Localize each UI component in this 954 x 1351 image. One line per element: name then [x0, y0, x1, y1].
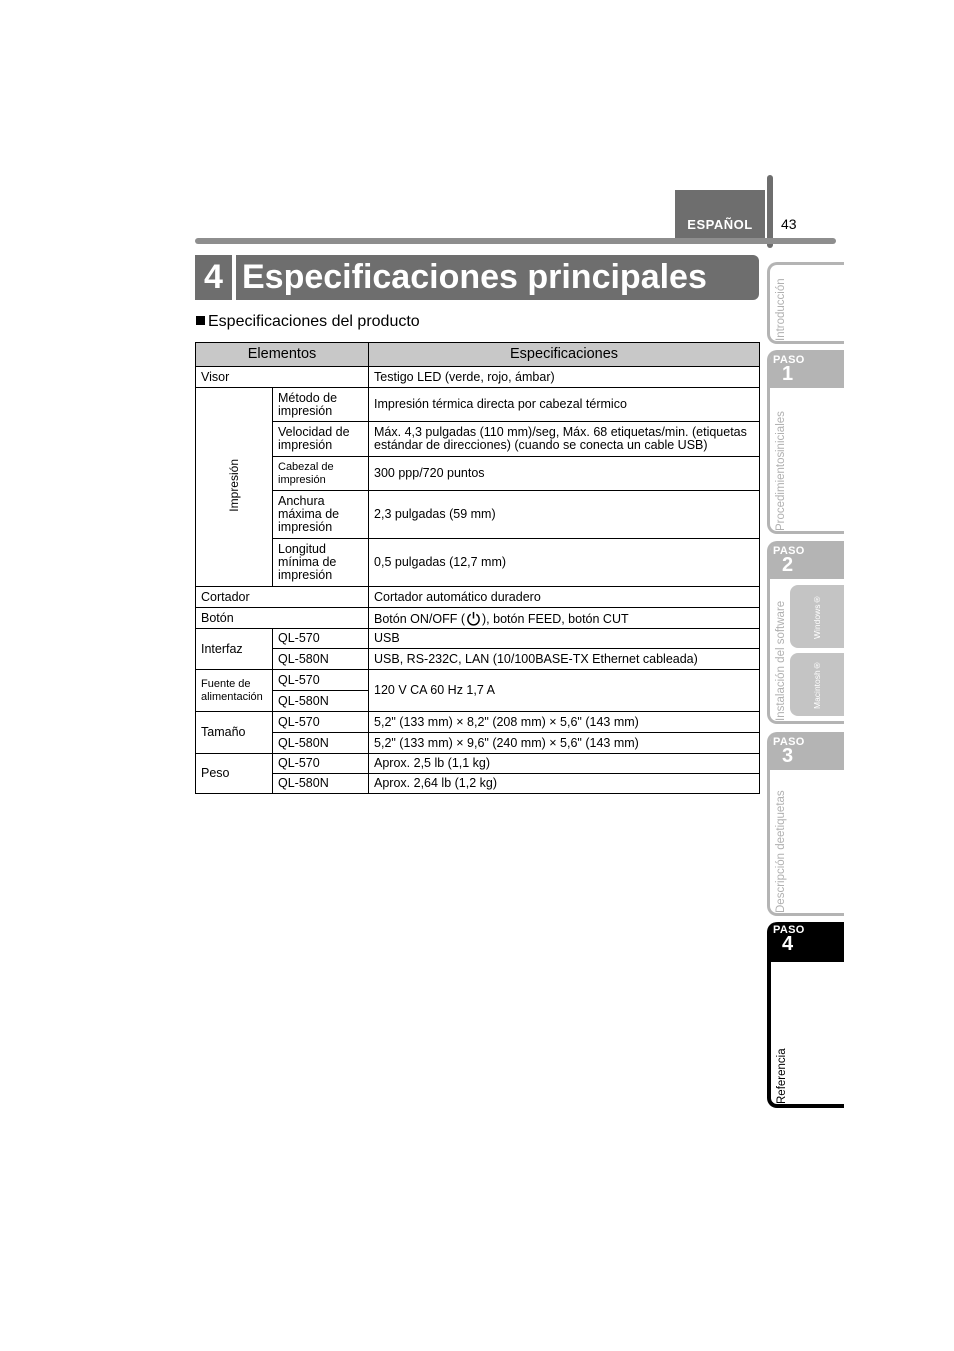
- table-row: [196, 629, 760, 649]
- paso-4-badge: [770, 922, 844, 962]
- paso-3-badge: [770, 734, 844, 770]
- boton-value-prefix: Botón ON/OFF (: [374, 611, 466, 626]
- sub-label: Cabezal de impresión: [273, 457, 369, 491]
- page-number: 43: [781, 216, 797, 232]
- table-row: [196, 712, 760, 733]
- language-tab: [675, 190, 765, 238]
- power-icon: [466, 611, 481, 626]
- table-row: [196, 670, 760, 691]
- square-bullet-icon: [196, 316, 205, 325]
- row-value: 120 V CA 60 Hz 1,7 A: [369, 670, 760, 712]
- sub-label: Anchura máxima de impresión: [273, 491, 369, 539]
- row-label: Visor: [196, 367, 369, 388]
- model-label: QL-580N: [273, 774, 369, 794]
- sub-label: Longitud mínima de impresión: [273, 539, 369, 587]
- table-row: [196, 774, 760, 794]
- row-label: Fuente de alimentación: [196, 670, 273, 712]
- model-label: QL-570: [273, 712, 369, 733]
- table-row: [196, 733, 760, 754]
- os-label-windows: Windows®: [812, 594, 822, 639]
- paso-number: 1: [782, 363, 794, 385]
- row-label: Peso: [196, 754, 273, 794]
- model-label: QL-570: [273, 670, 369, 691]
- spec-table: [195, 342, 760, 794]
- model-label: QL-580N: [273, 733, 369, 754]
- language-label: ESPAÑOL: [687, 217, 753, 232]
- table-row: [196, 754, 760, 774]
- row-value: Impresión térmica directa por cabezal térmico: [369, 388, 760, 422]
- model-label: QL-580N: [273, 649, 369, 670]
- paso-number: 3: [782, 745, 794, 767]
- row-value: Aprox. 2,5 lb (1,1 kg): [369, 754, 760, 774]
- row-value: 5,2" (133 mm) × 9,6" (240 mm) × 5,6" (143 mm): [369, 733, 760, 754]
- row-label: Cortador: [196, 587, 369, 608]
- header-rule: [195, 238, 836, 244]
- sub-label: Velocidad de impresión: [273, 422, 369, 457]
- paso-2-badge: [770, 543, 844, 579]
- row-value: Cortador automático duradero: [369, 587, 760, 608]
- boton-value-suffix: ), botón FEED, botón CUT: [482, 611, 629, 626]
- model-label: QL-570: [273, 629, 369, 649]
- table-header-row: [196, 343, 760, 367]
- paso-label: PASO: [773, 736, 805, 748]
- row-label: Interfaz: [196, 629, 273, 670]
- tab-label-paso-4: Referencia: [776, 1048, 788, 1104]
- section-heading: [196, 313, 420, 331]
- row-value: Aprox. 2,64 lb (1,2 kg): [369, 774, 760, 794]
- paso-number: 4: [782, 933, 794, 955]
- table-row: [196, 388, 760, 422]
- impresion-group-cell: [196, 388, 273, 587]
- row-value: [369, 608, 760, 629]
- row-value: 0,5 pulgadas (12,7 mm): [369, 539, 760, 587]
- table-row: [196, 587, 760, 608]
- row-value: Máx. 4,3 pulgadas (110 mm)/seg, Máx. 68 etiquetas/min. (etiquetas estándar de direcciones) (cuando se conecta un cable USB): [369, 422, 760, 457]
- row-value: Testigo LED (verde, rojo, ámbar): [369, 367, 760, 388]
- row-value: 300 ppp/720 puntos: [369, 457, 760, 491]
- paso-label: PASO: [773, 545, 805, 557]
- table-row: [196, 457, 760, 491]
- table-row: [196, 422, 760, 457]
- model-label: QL-580N: [273, 691, 369, 712]
- paso-label: PASO: [773, 354, 805, 366]
- model-label: QL-570: [273, 754, 369, 774]
- row-value: 5,2" (133 mm) × 8,2" (208 mm) × 5,6" (143 mm): [369, 712, 760, 733]
- table-row: [196, 367, 760, 388]
- os-tab-macintosh[interactable]: [790, 653, 844, 716]
- table-row: [196, 649, 760, 670]
- table-row: [196, 491, 760, 539]
- sub-label: Método de impresión: [273, 388, 369, 422]
- table-row: [196, 608, 760, 629]
- os-label-macintosh: Macintosh®: [812, 660, 822, 709]
- impresion-label: Impresión: [226, 459, 241, 512]
- os-tab-windows[interactable]: [790, 585, 844, 648]
- section-heading-text: Especificaciones del producto: [208, 313, 420, 330]
- chapter-number: 4: [195, 255, 232, 300]
- row-value: 2,3 pulgadas (59 mm): [369, 491, 760, 539]
- tab-label-introduccion: Introducción: [775, 278, 787, 341]
- row-value: USB: [369, 629, 760, 649]
- tab-label-paso-3: Descripción de etiquetas: [775, 790, 787, 913]
- side-tab-introduccion[interactable]: [767, 262, 844, 344]
- row-label: Tamaño: [196, 712, 273, 754]
- paso-number: 2: [782, 554, 794, 576]
- row-label: Botón: [196, 608, 369, 629]
- header-elementos: Elementos: [196, 343, 369, 367]
- row-value: USB, RS-232C, LAN (10/100BASE-TX Ethernet cableada): [369, 649, 760, 670]
- paso-label: PASO: [773, 924, 805, 936]
- header-especificaciones: Especificaciones: [369, 343, 760, 367]
- paso-1-badge: [770, 352, 844, 388]
- tab-label-paso-1: Procedimientos iniciales: [775, 410, 787, 531]
- table-row: [196, 539, 760, 587]
- tab-label-paso-2: Instalación del software: [775, 600, 787, 721]
- chapter-title: Especificaciones principales: [236, 255, 759, 300]
